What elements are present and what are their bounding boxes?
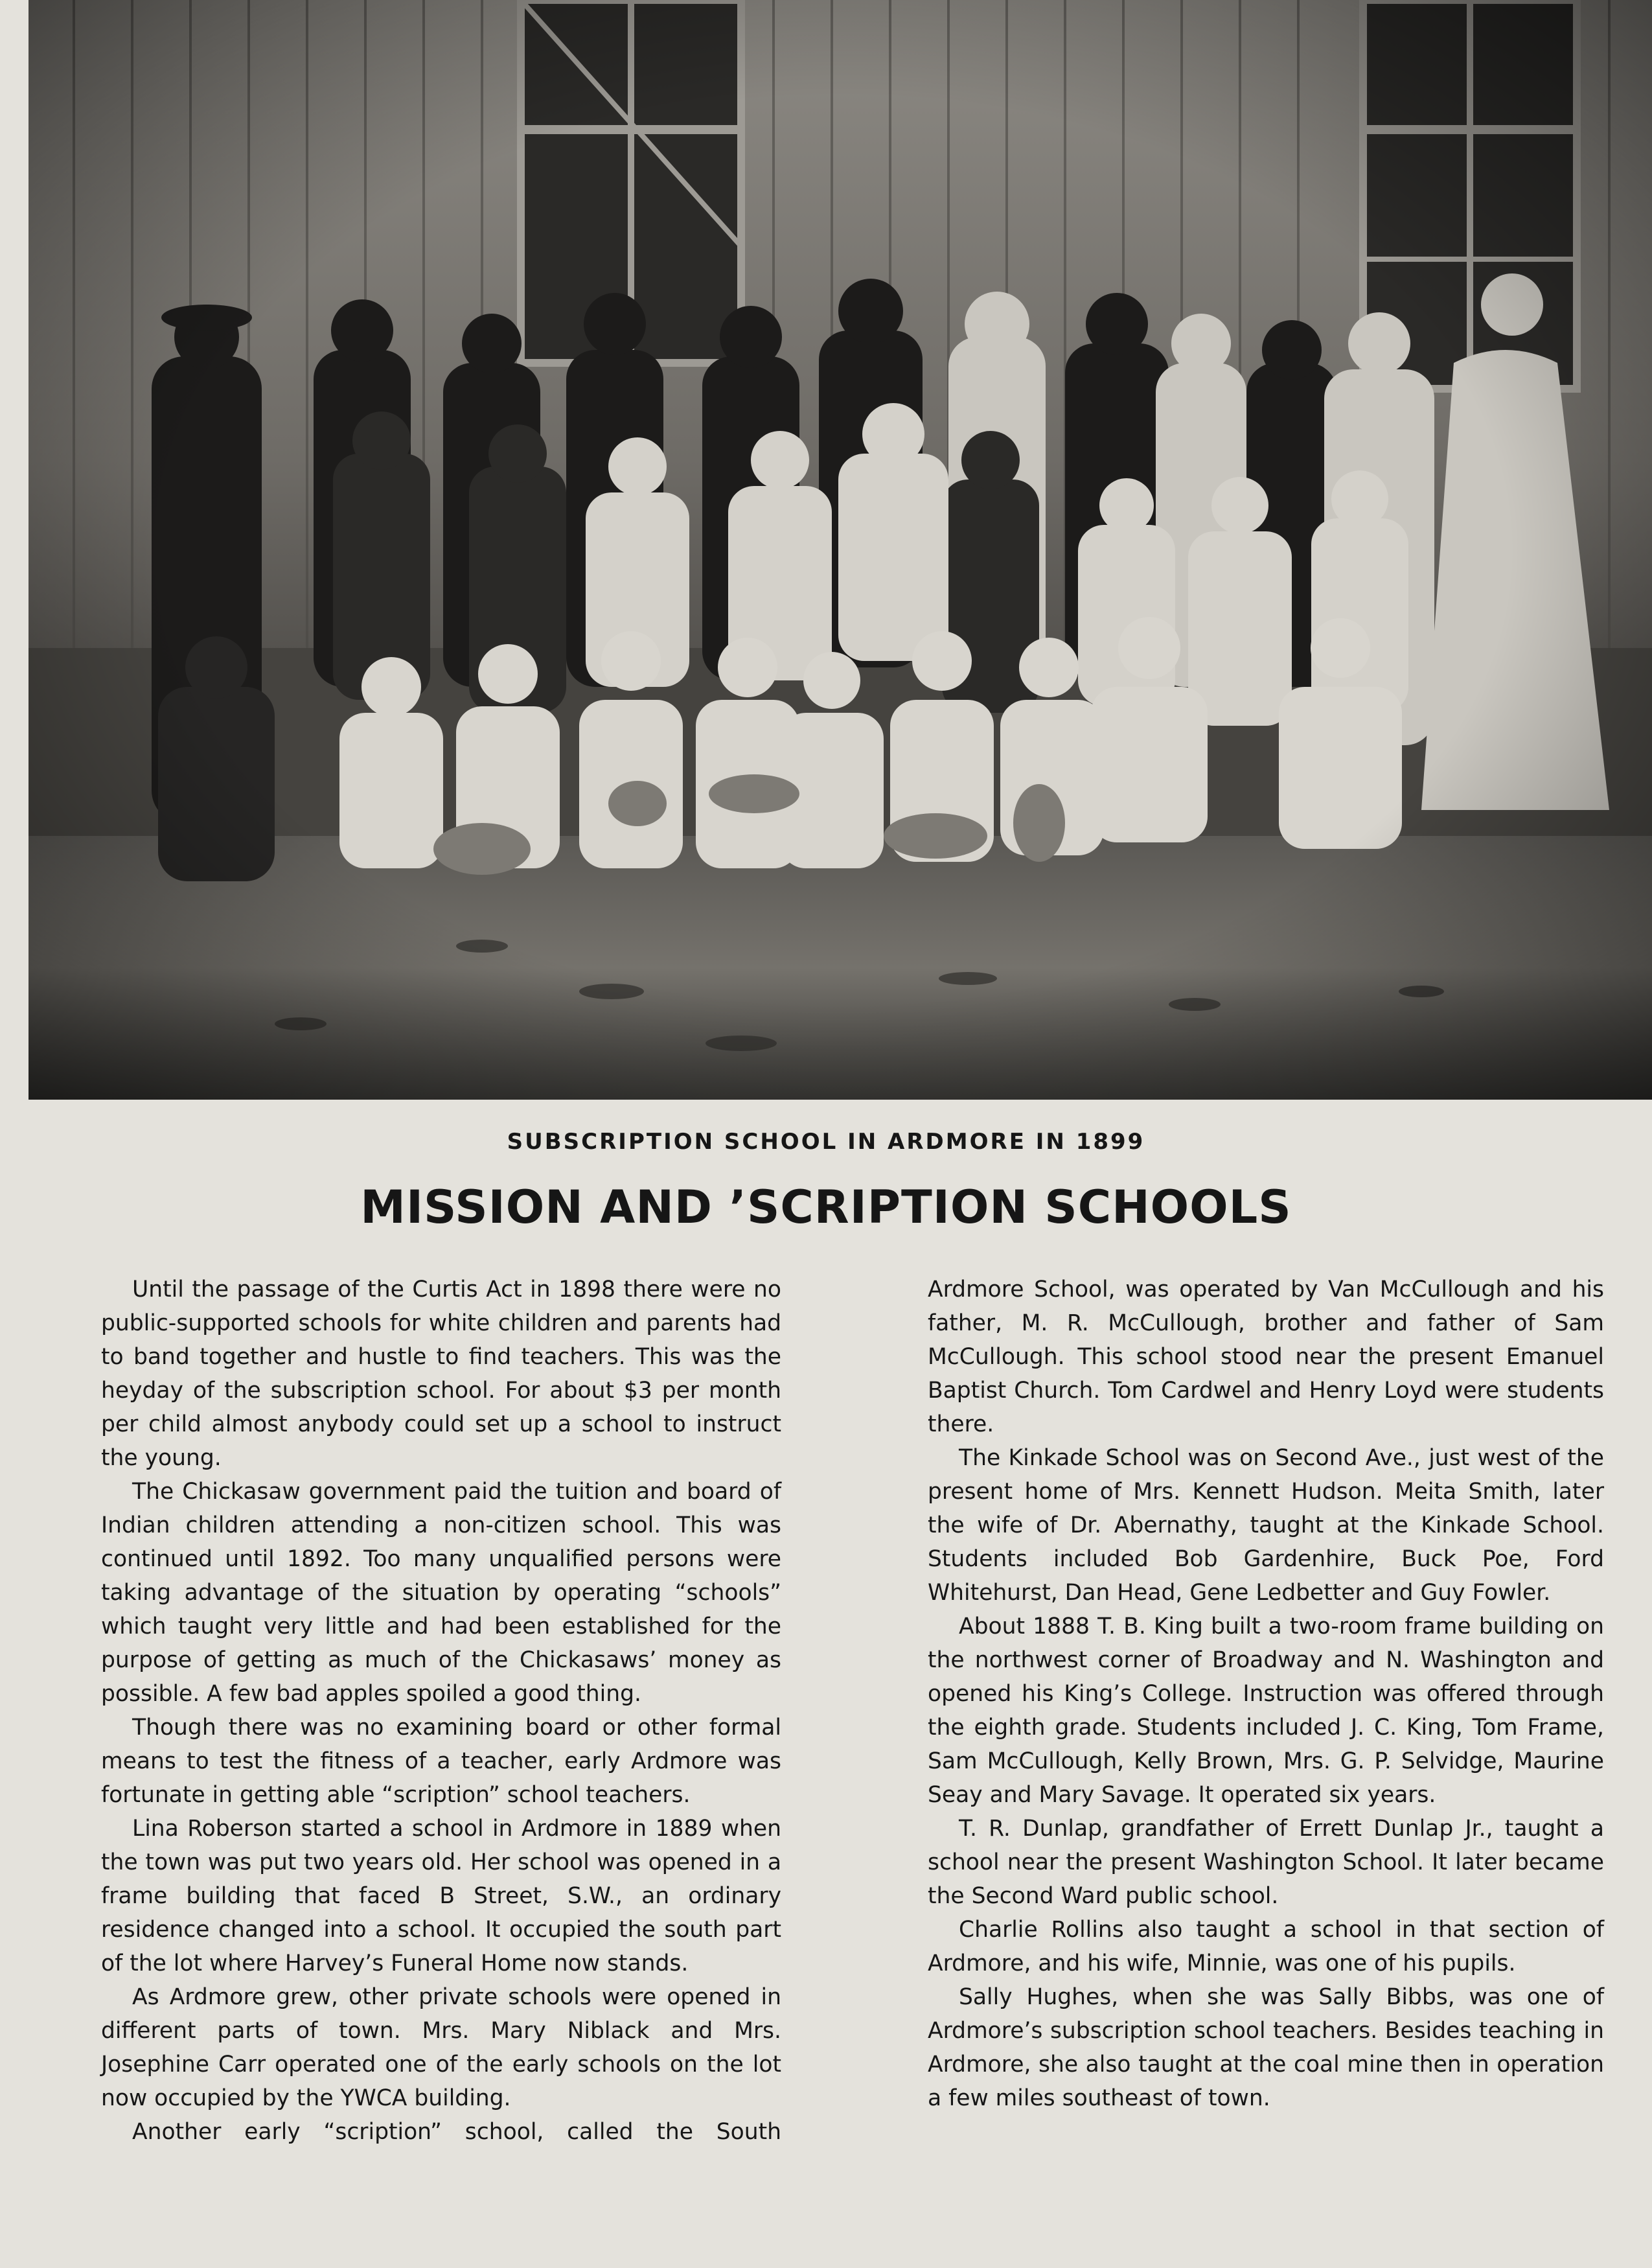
- paragraph: Charlie Rollins also taught a school in that section of Ardmore, and his wife, Minnie, was one of his pupils.: [928, 1917, 1604, 1976]
- article-title: MISSION AND ’SCRIPTION SCHOOLS: [360, 1181, 1292, 1234]
- paragraph: Though there was no examining board or other formal means to test the fitness of a teacher, early Ardmore was fortunate in getting able “scription” school teachers.: [101, 1715, 781, 1808]
- paragraph: The Kinkade School was on Second Ave., just west of the present home of Mrs. Kennett Hudson. Meita Smith, later the wife of Dr. Abernathy, taught at the Kinkade School. Students included Bob Gardenhire, Buck Poe, Ford Whitehurst, Dan Head, Gene Ledbetter and Guy Fowler.: [928, 1445, 1604, 1606]
- article-right-column: [928, 1273, 1604, 2115]
- paragraph: As Ardmore grew, other private schools were opened in different parts of town. Mrs. Mary Niblack and Mrs. Josephine Carr operated one of the early schools on the lot now occupied by the YWCA building.: [101, 1984, 781, 2111]
- photo-caption: SUBSCRIPTION SCHOOL IN ARDMORE IN 1899: [507, 1129, 1145, 1155]
- article-left-column: [101, 1273, 781, 2149]
- paragraph: About 1888 T. B. King built a two-room frame building on the northwest corner of Broadway and N. Washington and opened his King’s College. Instruction was offered through the eighth grade. Students included J. C. King, Tom Frame, Sam McCullough, Kelly Brown, Mrs. G. P. Selvidge, Maurine Seay and Mary Savage. It operated six years.: [928, 1614, 1604, 1808]
- paragraph: The Chickasaw government paid the tuition and board of Indian children attending a non-citizen school. This was continued until 1892. Too many unqualified persons were taking advantage of the situation by operating “schools” which taught very little and had been established for the purpose of getting as much of the Chickasaws’ money as possible. A few bad apples spoiled a good thing.: [101, 1479, 781, 1707]
- paragraph: T. R. Dunlap, grandfather of Errett Dunlap Jr., taught a school near the present Washington School. It later became the Second Ward public school.: [928, 1816, 1604, 1909]
- paragraph: Lina Roberson started a school in Ardmore in 1889 when the town was put two years old. Her school was opened in a frame building that faced B Street, S.W., an ordinary residence changed into a school. It occupied the south part of the lot where Harvey’s Funeral Home now stands.: [101, 1816, 781, 1976]
- paragraph: Until the passage of the Curtis Act in 1898 there were no public-supported schools for white children and parents had to band together and hustle to find teachers. This was the heyday of the subscription school. For about $3 per month per child almost anybody could set up a school to instruct the young.: [101, 1277, 781, 1471]
- paragraph: Sally Hughes, when she was Sally Bibbs, was one of Ardmore’s subscription school teachers. Besides teaching in Ardmore, she also taught at the coal mine then in operation a few miles southeast of town.: [928, 1984, 1604, 2111]
- paragraph: Another early “scription” school, called the South: [132, 2119, 781, 2145]
- paragraph: Ardmore School, was operated by Van McCullough and his father, M. R. McCullough, brother and father of Sam McCullough. This school stood near the present Emanuel Baptist Church. Tom Cardwel and Henry Loyd were students there.: [928, 1277, 1604, 1437]
- school-group-photo: [29, 0, 1652, 1100]
